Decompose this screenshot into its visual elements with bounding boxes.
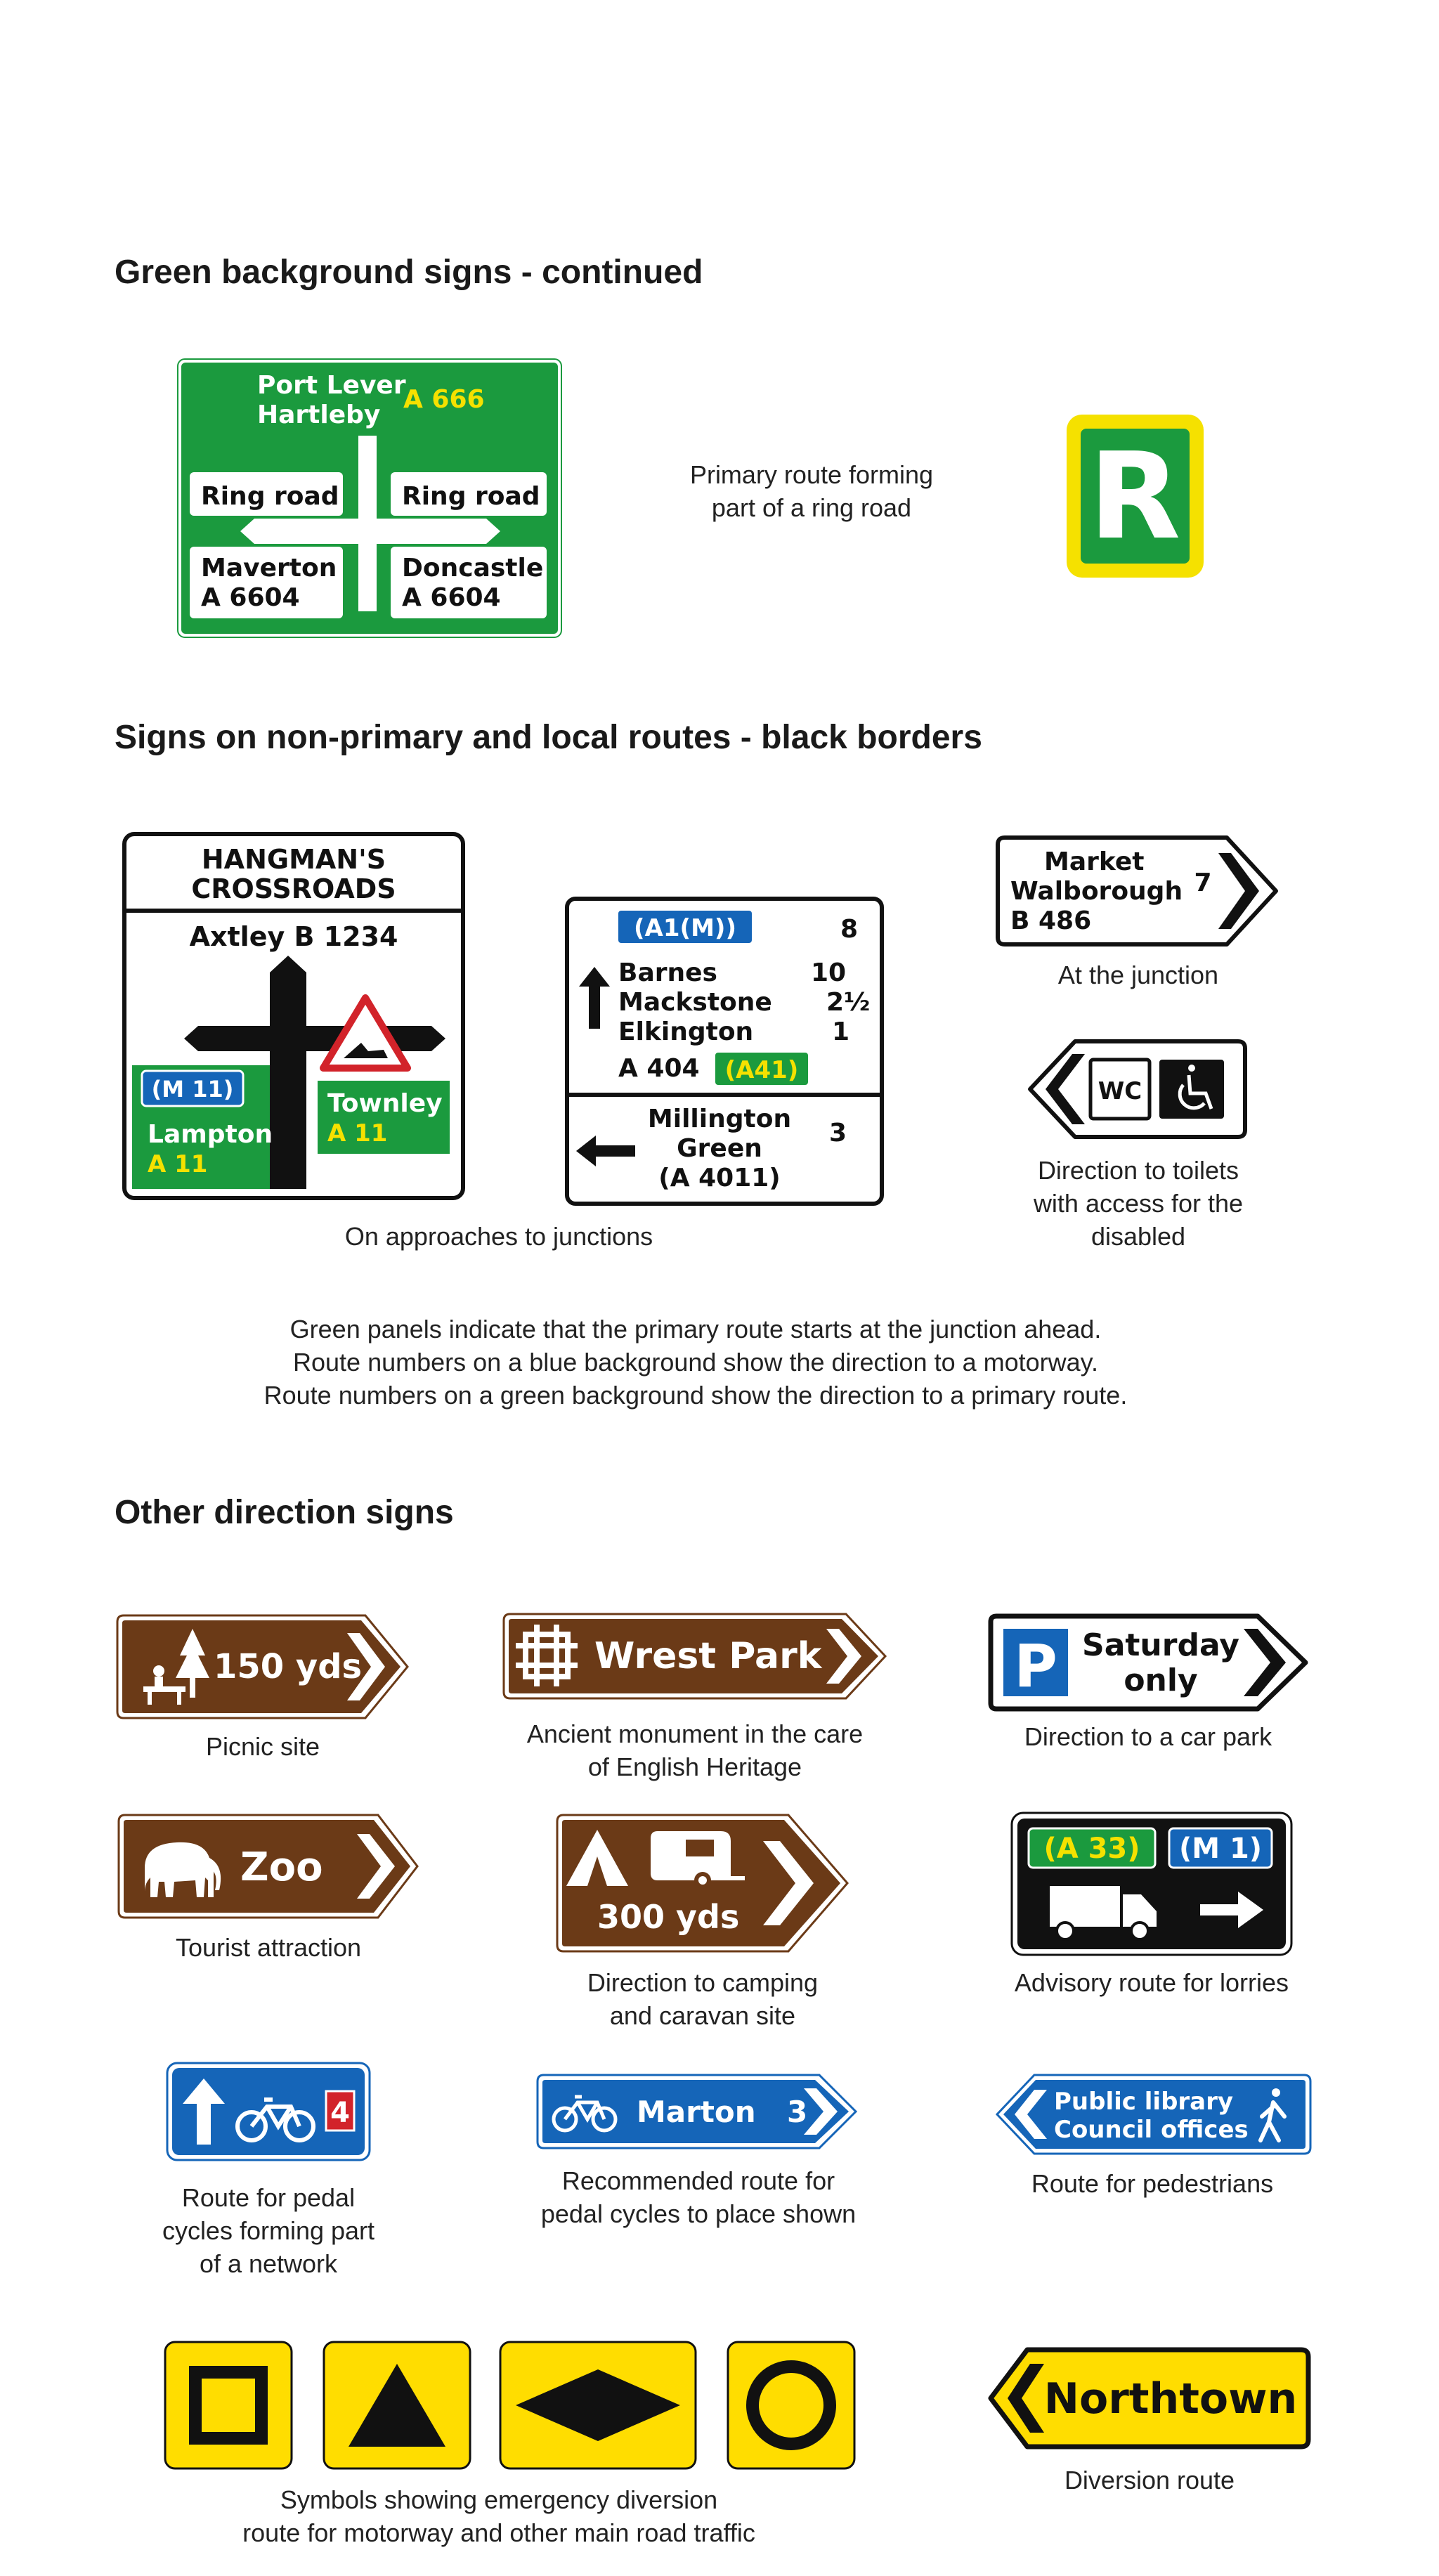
circle-symbol: [728, 2342, 854, 2468]
ring-right-label: Ring road: [402, 482, 540, 511]
panels-note: Green panels indicate that the primary route starts at the junction ahead. Route numbers on a blue background show the direction to a motorway. Route numbers on a green background show the direction to a primary route.: [263, 1315, 1128, 1410]
market-walborough-sign: [995, 835, 1280, 947]
approach-caption: On approaches to junctions: [344, 1222, 653, 1251]
market-line-2: Walborough: [1010, 877, 1183, 906]
section-heading-non-primary: Signs on non-primary and local routes - black borders: [115, 719, 982, 756]
hangman-title-1: HANGMAN'S: [201, 844, 386, 875]
triangle-symbol: [324, 2342, 470, 2468]
parking-line-1: Saturday: [1082, 1627, 1239, 1663]
hangman-right-town: Townley: [327, 1089, 443, 1118]
marton-distance: 3: [787, 2095, 808, 2129]
northtown-caption: Diversion route: [1064, 2466, 1235, 2494]
picnic-distance: 150 yds: [214, 1647, 363, 1686]
ring-right-town: Doncastle: [402, 554, 544, 583]
hangman-top-dest: Axtley B 1234: [189, 921, 398, 952]
stack-left-dist: 3: [829, 1119, 847, 1147]
wrest-caption: Ancient monument in the care of English Heritage: [526, 1719, 864, 1781]
market-caption: At the junction: [1057, 961, 1219, 989]
toilets-direction-sign: [1026, 1039, 1248, 1140]
ring-road-caption: Primary route forming part of a ring road: [689, 460, 934, 522]
car-park-sign: [988, 1613, 1308, 1712]
camping-distance: 300 yds: [597, 1898, 740, 1936]
stack-dist-3: 1: [832, 1017, 850, 1046]
hangman-left-town: Lampton: [148, 1120, 273, 1149]
lorry-route-sign: [1010, 1811, 1293, 1956]
market-line-1: Market: [1044, 847, 1145, 876]
picnic-site-sign: [115, 1613, 410, 1720]
ring-dest-route: A 666: [403, 385, 485, 414]
diversion-route-sign: [988, 2347, 1311, 2450]
wc-caption: Direction to toilets with access for the disabled: [1033, 1156, 1244, 1251]
cycle-network-caption: Route for pedal cycles forming part of a network: [162, 2183, 375, 2278]
ring-road-direction-sign: [177, 358, 562, 638]
picnic-caption: Picnic site: [205, 1732, 320, 1761]
section-heading-other: Other direction signs: [115, 1494, 454, 1531]
hangman-title-2: CROSSROADS: [191, 873, 396, 904]
stack-left-place-2: Green: [677, 1134, 762, 1163]
market-dist: 7: [1194, 869, 1212, 897]
lorry-caption: Advisory route for lorries: [1014, 1968, 1289, 1997]
market-line-3: B 486: [1010, 906, 1092, 935]
ring-right-route: A 6604: [402, 583, 501, 612]
stack-place-1: Barnes: [618, 958, 717, 987]
hangman-crossroads-sign: [122, 832, 465, 1200]
diamond-symbol: [500, 2342, 696, 2468]
library-caption: Route for pedestrians: [1031, 2169, 1274, 2198]
lorry-primary-route: (A 33): [1043, 1833, 1140, 1865]
section-heading-green: Green background signs - continued: [115, 254, 703, 291]
ring-left-route: A 6604: [201, 583, 300, 612]
marton-label: Marton: [637, 2095, 756, 2129]
parking-p-symbol: P: [1014, 1632, 1057, 1700]
stack-motorway-dist: 8: [840, 915, 859, 944]
parking-line-2: only: [1124, 1663, 1198, 1698]
marton-caption: Recommended route for pedal cycles to place shown: [540, 2166, 857, 2228]
caravan-icon: [651, 1831, 745, 1889]
parking-caption: Direction to a car park: [1024, 1722, 1272, 1751]
stack-dist-1: 10: [811, 958, 847, 987]
ring-road-r-symbol: [1067, 415, 1204, 578]
camping-caption: Direction to camping and caravan site: [587, 1968, 819, 2030]
library-line-2: Council offices: [1054, 2116, 1249, 2144]
stack-dist-2: 2½: [826, 988, 871, 1017]
cycle-network-number: 4: [330, 2097, 350, 2129]
wrest-park-sign: [502, 1612, 888, 1700]
wc-label: WC: [1098, 1077, 1142, 1105]
emergency-diversion-symbols: [163, 2340, 857, 2471]
lorry-motorway-route: (M 1): [1178, 1833, 1263, 1865]
marton-cycle-sign: [535, 2073, 859, 2150]
camping-caravan-sign: [555, 1813, 850, 1953]
ring-left-town: Maverton: [201, 554, 337, 583]
hangman-motorway: (M 11): [151, 1076, 234, 1102]
ring-dest-1: Port Lever: [257, 371, 406, 400]
cycle-network-sign: [166, 2062, 371, 2161]
ring-dest-2: Hartleby: [257, 401, 381, 429]
stack-left-place-1: Millington: [647, 1105, 792, 1133]
zoo-label: Zoo: [240, 1845, 323, 1890]
ring-road-r-letter: R: [1088, 427, 1181, 566]
pedestrian-route-sign: [995, 2073, 1313, 2156]
zoo-sign: [117, 1813, 420, 1920]
stack-place-2: Mackstone: [618, 988, 772, 1017]
stack-motorway: (A1(M)): [634, 914, 736, 942]
emergency-caption: Symbols showing emergency diversion route for motorway and other main road traffic: [242, 2485, 755, 2547]
hangman-left-route: A 11: [148, 1150, 208, 1178]
stack-direction-sign: [565, 897, 884, 1206]
stack-place-3: Elkington: [618, 1017, 754, 1046]
stack-left-route: (A 4011): [658, 1164, 781, 1192]
hangman-right-route: A 11: [327, 1119, 388, 1147]
library-line-1: Public library: [1054, 2088, 1234, 2116]
stack-road: A 404: [618, 1054, 700, 1083]
stack-primary: (A41): [724, 1056, 799, 1084]
wrest-park-label: Wrest Park: [594, 1635, 822, 1677]
northtown-label: Northtown: [1043, 2374, 1298, 2424]
ring-left-label: Ring road: [201, 482, 339, 511]
zoo-caption: Tourist attraction: [175, 1933, 362, 1962]
square-symbol: [165, 2342, 292, 2468]
